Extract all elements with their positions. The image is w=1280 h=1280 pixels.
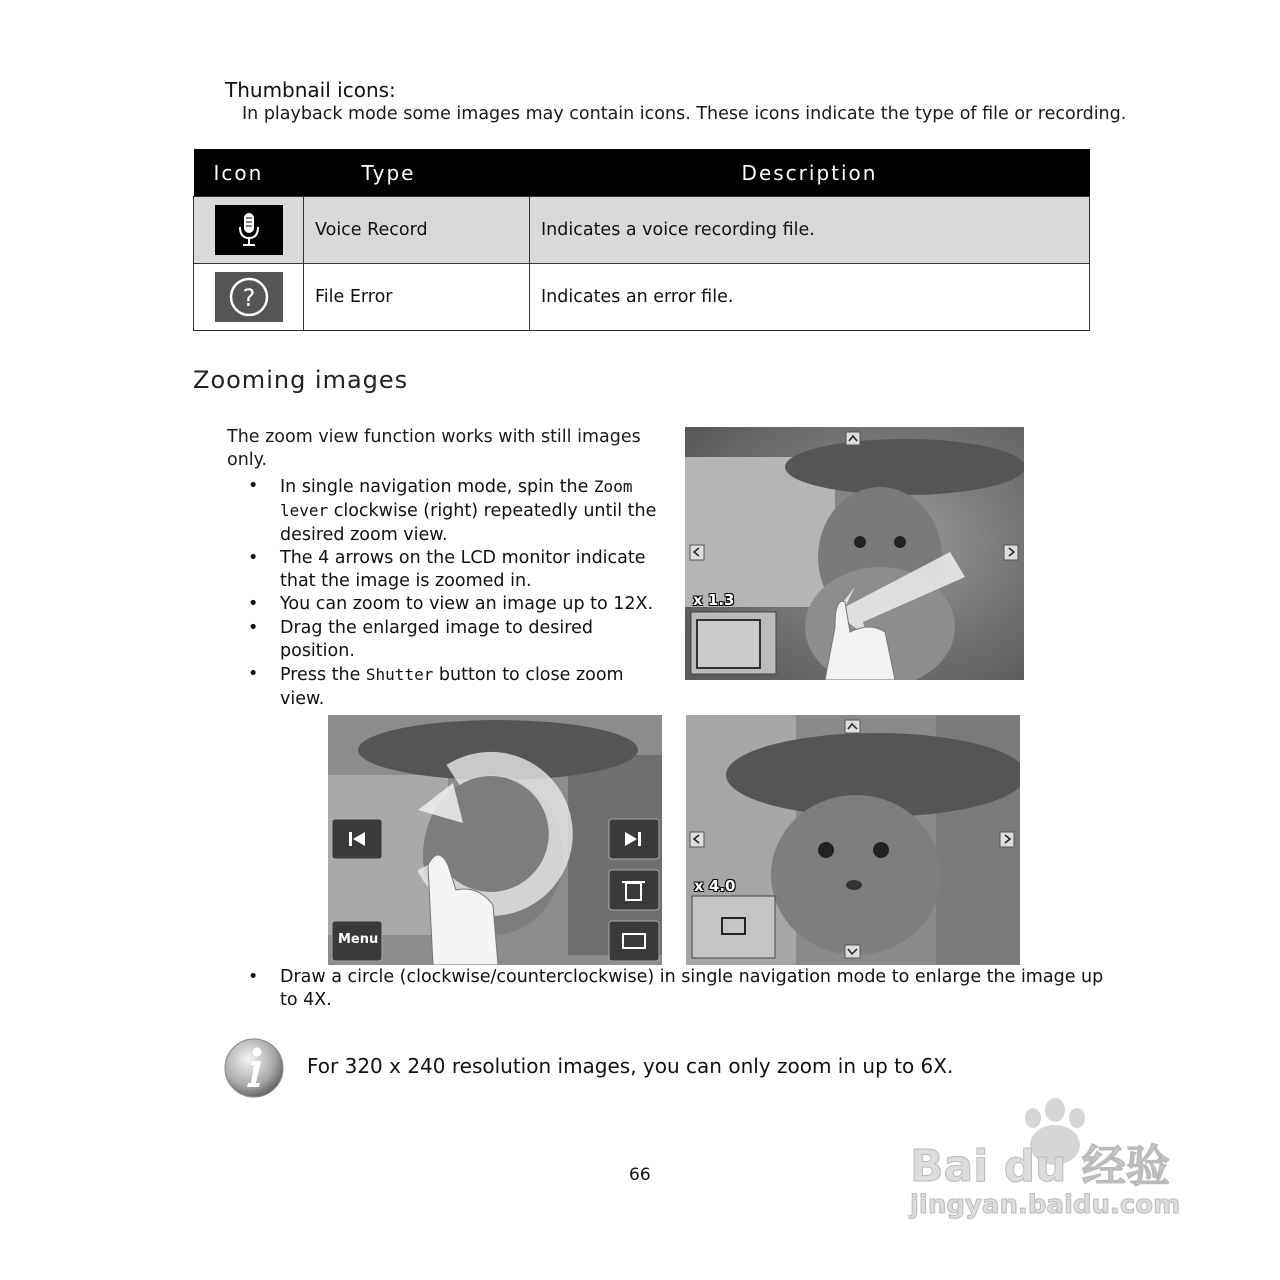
trash-icon	[609, 870, 659, 910]
arrow-up-icon	[846, 432, 860, 445]
zoom-screenshot-drag	[685, 427, 1024, 680]
note-text: For 320 x 240 resolution images, you can only zoom in up to 6X.	[307, 1054, 954, 1078]
zoom-heading: Zooming images	[193, 366, 409, 394]
icon-cell	[194, 264, 304, 331]
watermark-url: jingyan.baidu.com	[910, 1190, 1181, 1220]
info-icon	[223, 1037, 285, 1099]
description-cell: Indicates a voice recording file.	[530, 197, 1090, 264]
baidu-watermark	[905, 1090, 1205, 1230]
list-item: • Press the Shutter button to close zoom view.	[248, 664, 624, 709]
table-row	[194, 264, 1090, 331]
zoom-bullet-list	[227, 475, 672, 711]
header-type: Type	[304, 149, 530, 197]
table-header-row	[194, 149, 1090, 197]
next-icon	[609, 819, 659, 859]
icon-table	[193, 149, 1090, 331]
arrow-left-icon	[690, 832, 704, 847]
zoom-screenshot-circle	[328, 715, 662, 965]
arrow-up-icon	[845, 720, 860, 733]
zoom-bullet-list-bottom	[227, 966, 1107, 1013]
zoom-screenshot-4x	[686, 715, 1020, 965]
watermark-brand: Bai du 经验	[910, 1141, 1170, 1192]
table-row	[194, 197, 1090, 264]
zoom-level-label: x 1.3	[693, 591, 735, 609]
type-cell: Voice Record	[304, 197, 530, 264]
arrow-down-icon	[845, 945, 860, 958]
section-intro: In playback mode some images may contain icons. These icons indicate the type of file or recording.	[242, 104, 1127, 124]
zoom-level-label: x 4.0	[694, 877, 736, 895]
type-cell: File Error	[304, 264, 530, 331]
header-icon: Icon	[194, 149, 304, 197]
arrow-right-icon	[1004, 545, 1018, 560]
page-number: 66	[629, 1165, 651, 1185]
question-mark-icon	[215, 272, 283, 322]
fullscreen-icon	[609, 921, 659, 961]
arrow-right-icon	[1000, 832, 1014, 847]
microphone-icon	[215, 205, 283, 255]
svg-text:?: ?	[242, 284, 255, 312]
section-heading: Thumbnail icons:	[225, 78, 396, 102]
arrow-left-icon	[690, 545, 704, 560]
list-item: • Drag the enlarged image to desired position.	[248, 617, 593, 662]
icon-cell	[194, 197, 304, 264]
list-item: • You can zoom to view an image up to 12X.	[248, 594, 654, 615]
list-item: • In single navigation mode, spin the Zoom lever clockwise (right) repeatedly until the desired zoom view.	[248, 476, 657, 545]
menu-label: Menu	[338, 932, 379, 947]
zoom-intro: The zoom view function works with still images only.	[227, 427, 641, 471]
list-item: • Draw a circle (clockwise/counterclockwise) in single navigation mode to enlarge the image up to 4X.	[248, 967, 1104, 1011]
previous-icon	[332, 819, 382, 859]
list-item: • The 4 arrows on the LCD monitor indicate that the image is zoomed in.	[248, 547, 646, 592]
header-description: Description	[530, 149, 1090, 197]
description-cell: Indicates an error file.	[530, 264, 1090, 331]
